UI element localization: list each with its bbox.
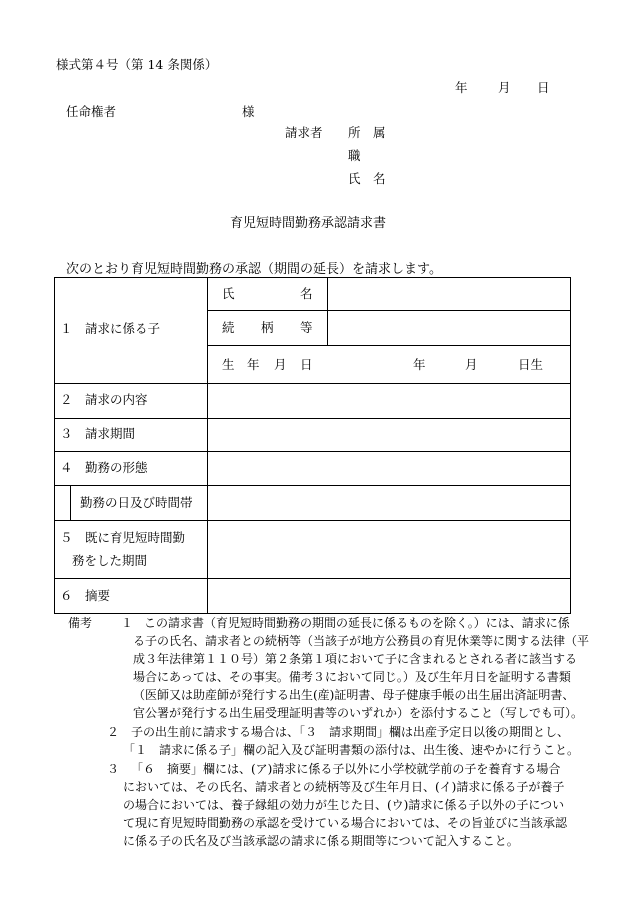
row-request-content-label: ２ 請求の内容: [60, 392, 148, 407]
relation-field[interactable]: [330, 312, 568, 344]
table-line: [54, 578, 571, 579]
row-request-period-label: ３ 請求期間: [60, 426, 136, 441]
date-month-label: 月: [498, 80, 511, 95]
note-1-line: 官公署が発行する出生届受理証明書等のいずれか）を添付すること（写しでも可）。: [133, 706, 584, 720]
note-1-line: （医師又は助産師が発行する出生(産)証明書、母子健康手帳の出生届出済証明書、: [133, 688, 575, 702]
row-child-label: １ 請求に係る子: [60, 321, 161, 336]
table-line: [207, 310, 571, 311]
request-period-field[interactable]: [210, 421, 568, 449]
date-day-label: 日: [537, 80, 550, 95]
note-3-line: においては、その氏名、請求者との続柄等及び生年月日、(イ)請求に係る子が養子: [123, 780, 565, 794]
table-line: [207, 345, 571, 346]
note-1-line: る子の氏名、請求者との続柄等（当該子が地方公務員の育児休業等に関する法律（平: [133, 634, 590, 648]
child-name-field[interactable]: [330, 279, 568, 309]
prior-period-field[interactable]: [210, 523, 568, 576]
note-3-number: ３: [107, 762, 120, 776]
note-3-line: て現に育児短時間勤務の承認を受けている場合においては、その旨並びに当該承認: [123, 816, 568, 830]
note-3-line: に係る子の氏名及び当該承認の請求に係る期間等について記入すること。: [123, 834, 519, 848]
work-days-hours-label: 勤務の日及び時間帯: [80, 495, 193, 510]
appointer-label: 任命権者: [66, 104, 117, 119]
table-border-left: [54, 277, 55, 614]
table-line: [54, 418, 571, 419]
intro-text: 次のとおり育児短時間勤務の承認（期間の延長）を請求します。: [66, 262, 442, 277]
relation-char-3: 等: [300, 320, 313, 335]
table-line: [327, 277, 328, 345]
birth-day-label: 日生: [518, 357, 544, 372]
request-content-field[interactable]: [210, 386, 568, 416]
row-remarks-label: ６ 摘要: [60, 588, 111, 603]
note-2-number: ２: [107, 725, 120, 739]
birth-char-4: 日: [300, 357, 313, 372]
date-year-label: 年: [455, 80, 468, 95]
row-prior-period-label-2: 務をした期間: [72, 553, 148, 568]
document-title: 育児短時間勤務承認請求書: [230, 216, 387, 231]
row-work-form-label: ４ 勤務の形態: [60, 460, 148, 475]
remarks-field[interactable]: [210, 581, 568, 611]
relation-char-1: 続: [222, 320, 235, 335]
name-label: 氏 名: [348, 171, 386, 186]
note-3-line: の場合においては、養子縁組の効力が生じた日、(ウ)請求に係る子以外の子につい: [123, 798, 565, 812]
work-days-hours-field[interactable]: [210, 488, 568, 518]
work-form-field[interactable]: [210, 454, 568, 483]
note-2-line: 子の出生前に請求する場合は、「３ 請求期間」欄は出産予定日以後の期間とし、: [131, 725, 570, 739]
notes-heading: 備考: [68, 616, 93, 630]
birth-year-label: 年: [413, 357, 426, 372]
table-line: [54, 451, 571, 452]
note-1-line: この請求書（育児短時間勤務の期間の延長に係るものを除く。）には、請求に係: [144, 616, 570, 630]
birth-char-3: 月: [274, 357, 287, 372]
birth-char-1: 生: [222, 357, 235, 372]
form-number: 様式第４号（第 14 条関係）: [56, 57, 218, 72]
table-line: [70, 485, 71, 520]
birth-char-2: 年: [247, 357, 260, 372]
table-border-right: [570, 277, 571, 614]
table-border-bottom: [54, 613, 571, 614]
requester-label: 請求者: [285, 125, 323, 140]
note-1-number: １: [121, 616, 134, 630]
note-2-line: 「１ 請求に係る子」欄の記入及び証明書類の添付は、出生後、速やかに行うこと。: [123, 743, 580, 757]
child-name-label-right: 名: [300, 286, 313, 301]
honorific: 様: [242, 104, 255, 119]
table-line: [54, 485, 571, 486]
child-name-label-left: 氏: [222, 286, 235, 301]
table-border-top: [54, 277, 571, 278]
note-1-line: 場合にあっては、その事実。備考３において同じ。）及び生年月日を証明する書類: [133, 670, 571, 684]
affiliation-label: 所 属: [348, 125, 386, 140]
table-line: [54, 520, 571, 521]
row-prior-period-label-1: ５ 既に育児短時間勤: [60, 530, 186, 545]
table-line: [54, 383, 571, 384]
table-label-divider: [207, 277, 208, 613]
birth-month-label: 月: [465, 357, 478, 372]
relation-char-2: 柄: [261, 320, 274, 335]
note-3-line: 「６ 摘要」欄には、(ア)請求に係る子以外に小学校就学前の子を養育する場合: [131, 762, 561, 776]
note-1-line: 成３年法律第１１０号）第２条第１項において子に含まれるとされる者に該当する: [133, 652, 578, 666]
position-label: 職: [348, 148, 361, 163]
